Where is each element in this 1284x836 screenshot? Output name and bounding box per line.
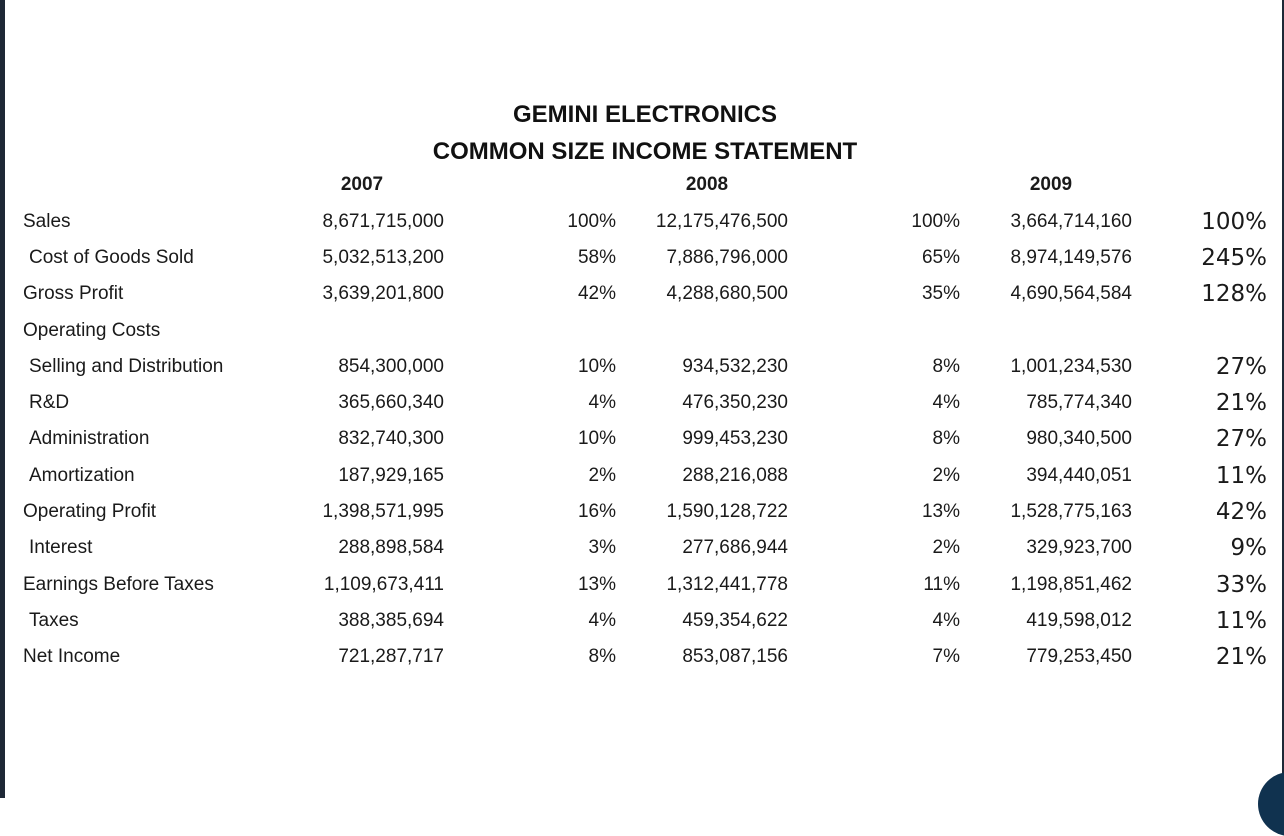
statement-title: COMMON SIZE INCOME STATEMENT <box>432 138 858 165</box>
year-header-2009: 2009 <box>1029 174 1073 195</box>
value-2008-cell: 1,590,128,722 <box>666 501 788 522</box>
value-2009-cell: 1,001,234,530 <box>1010 356 1132 377</box>
row-label: Cost of Goods Sold <box>29 247 194 268</box>
percent-2009-cell: 21% <box>1215 644 1267 670</box>
table-row <box>0 570 1284 600</box>
value-2009-cell: 8,974,149,576 <box>1010 247 1132 268</box>
percent-2007-cell: 3% <box>588 537 616 558</box>
value-2008-cell: 934,532,230 <box>682 356 788 377</box>
percent-2007-cell: 100% <box>567 211 616 232</box>
percent-2007-cell: 58% <box>577 247 616 268</box>
table-row <box>0 497 1284 527</box>
value-2009-cell: 419,598,012 <box>1026 610 1132 631</box>
value-2009-cell: 394,440,051 <box>1026 465 1132 486</box>
row-label: Interest <box>29 537 93 558</box>
value-2007-cell: 721,287,717 <box>338 646 444 667</box>
value-2008-cell: 288,216,088 <box>682 465 788 486</box>
percent-2007-cell: 2% <box>588 465 616 486</box>
corner-badge <box>1258 772 1284 836</box>
row-label: Earnings Before Taxes <box>23 574 214 595</box>
table-row <box>0 606 1284 636</box>
percent-2009-cell: 245% <box>1201 245 1267 271</box>
percent-2007-cell: 10% <box>577 356 616 377</box>
value-2009-cell: 779,253,450 <box>1026 646 1132 667</box>
value-2007-cell: 1,398,571,995 <box>322 501 444 522</box>
percent-2007-cell: 42% <box>577 283 616 304</box>
percent-2009-cell: 11% <box>1215 463 1267 489</box>
table-row <box>0 243 1284 273</box>
row-label: Amortization <box>29 465 135 486</box>
percent-2009-cell: 42% <box>1215 499 1267 525</box>
value-2009-cell: 1,528,775,163 <box>1010 501 1132 522</box>
table-row <box>0 533 1284 563</box>
value-2007-cell: 854,300,000 <box>338 356 444 377</box>
table-row <box>0 352 1284 382</box>
row-label: Operating Costs <box>23 320 161 341</box>
year-header-2007: 2007 <box>340 174 384 195</box>
table-row <box>0 642 1284 672</box>
percent-2009-cell: 9% <box>1230 535 1267 561</box>
value-2008-cell: 7,886,796,000 <box>666 247 788 268</box>
table-row <box>0 279 1284 309</box>
percent-2007-cell: 13% <box>577 574 616 595</box>
percent-2009-cell: 33% <box>1215 572 1267 598</box>
table-row <box>0 388 1284 418</box>
value-2007-cell: 832,740,300 <box>338 428 444 449</box>
value-2008-cell: 277,686,944 <box>682 537 788 558</box>
value-2008-cell: 476,350,230 <box>682 392 788 413</box>
percent-2007-cell: 4% <box>588 392 616 413</box>
value-2008-cell: 4,288,680,500 <box>666 283 788 304</box>
percent-2008-cell: 8% <box>932 428 960 449</box>
value-2008-cell: 853,087,156 <box>682 646 788 667</box>
percent-2008-cell: 2% <box>932 465 960 486</box>
row-label: Gross Profit <box>23 283 124 304</box>
row-label: Selling and Distribution <box>29 356 224 377</box>
row-label: R&D <box>29 392 70 413</box>
value-2007-cell: 1,109,673,411 <box>323 574 444 595</box>
percent-2008-cell: 7% <box>932 646 960 667</box>
percent-2009-cell: 100% <box>1201 209 1267 235</box>
value-2007-cell: 5,032,513,200 <box>322 247 444 268</box>
value-2007-cell: 8,671,715,000 <box>322 211 444 232</box>
table-row <box>0 207 1284 237</box>
percent-2008-cell: 100% <box>911 211 960 232</box>
company-title: GEMINI ELECTRONICS <box>512 101 777 128</box>
value-2009-cell: 4,690,564,584 <box>1010 283 1132 304</box>
value-2008-cell: 1,312,441,778 <box>666 574 788 595</box>
table-row <box>0 316 1284 346</box>
value-2009-cell: 3,664,714,160 <box>1010 211 1132 232</box>
percent-2008-cell: 65% <box>921 247 960 268</box>
value-2008-cell: 12,175,476,500 <box>655 211 788 232</box>
row-label: Taxes <box>29 610 79 631</box>
value-2007-cell: 3,639,201,800 <box>322 283 444 304</box>
percent-2009-cell: 27% <box>1215 354 1267 380</box>
row-label: Sales <box>23 211 71 232</box>
value-2007-cell: 187,929,165 <box>338 465 444 486</box>
percent-2007-cell: 4% <box>588 610 616 631</box>
value-2007-cell: 288,898,584 <box>338 537 444 558</box>
row-label: Administration <box>29 428 150 449</box>
value-2009-cell: 785,774,340 <box>1026 392 1132 413</box>
table-row <box>0 461 1284 491</box>
year-header-2008: 2008 <box>685 174 729 195</box>
percent-2008-cell: 35% <box>921 283 960 304</box>
percent-2008-cell: 2% <box>932 537 960 558</box>
value-2009-cell: 1,198,851,462 <box>1010 574 1132 595</box>
percent-2009-cell: 11% <box>1215 608 1267 634</box>
table-row <box>0 424 1284 454</box>
value-2008-cell: 459,354,622 <box>682 610 788 631</box>
percent-2007-cell: 8% <box>588 646 616 667</box>
percent-2009-cell: 27% <box>1215 426 1267 452</box>
row-label: Operating Profit <box>23 501 157 522</box>
percent-2008-cell: 8% <box>932 356 960 377</box>
percent-2009-cell: 128% <box>1201 281 1267 307</box>
percent-2007-cell: 16% <box>577 501 616 522</box>
percent-2009-cell: 21% <box>1215 390 1267 416</box>
percent-2008-cell: 11% <box>923 574 960 595</box>
row-label: Net Income <box>23 646 121 667</box>
value-2008-cell: 999,453,230 <box>682 428 788 449</box>
percent-2008-cell: 4% <box>932 610 960 631</box>
percent-2007-cell: 10% <box>577 428 616 449</box>
value-2009-cell: 980,340,500 <box>1026 428 1132 449</box>
percent-2008-cell: 4% <box>932 392 960 413</box>
percent-2008-cell: 13% <box>921 501 960 522</box>
value-2009-cell: 329,923,700 <box>1026 537 1132 558</box>
value-2007-cell: 388,385,694 <box>338 610 444 631</box>
value-2007-cell: 365,660,340 <box>338 392 444 413</box>
